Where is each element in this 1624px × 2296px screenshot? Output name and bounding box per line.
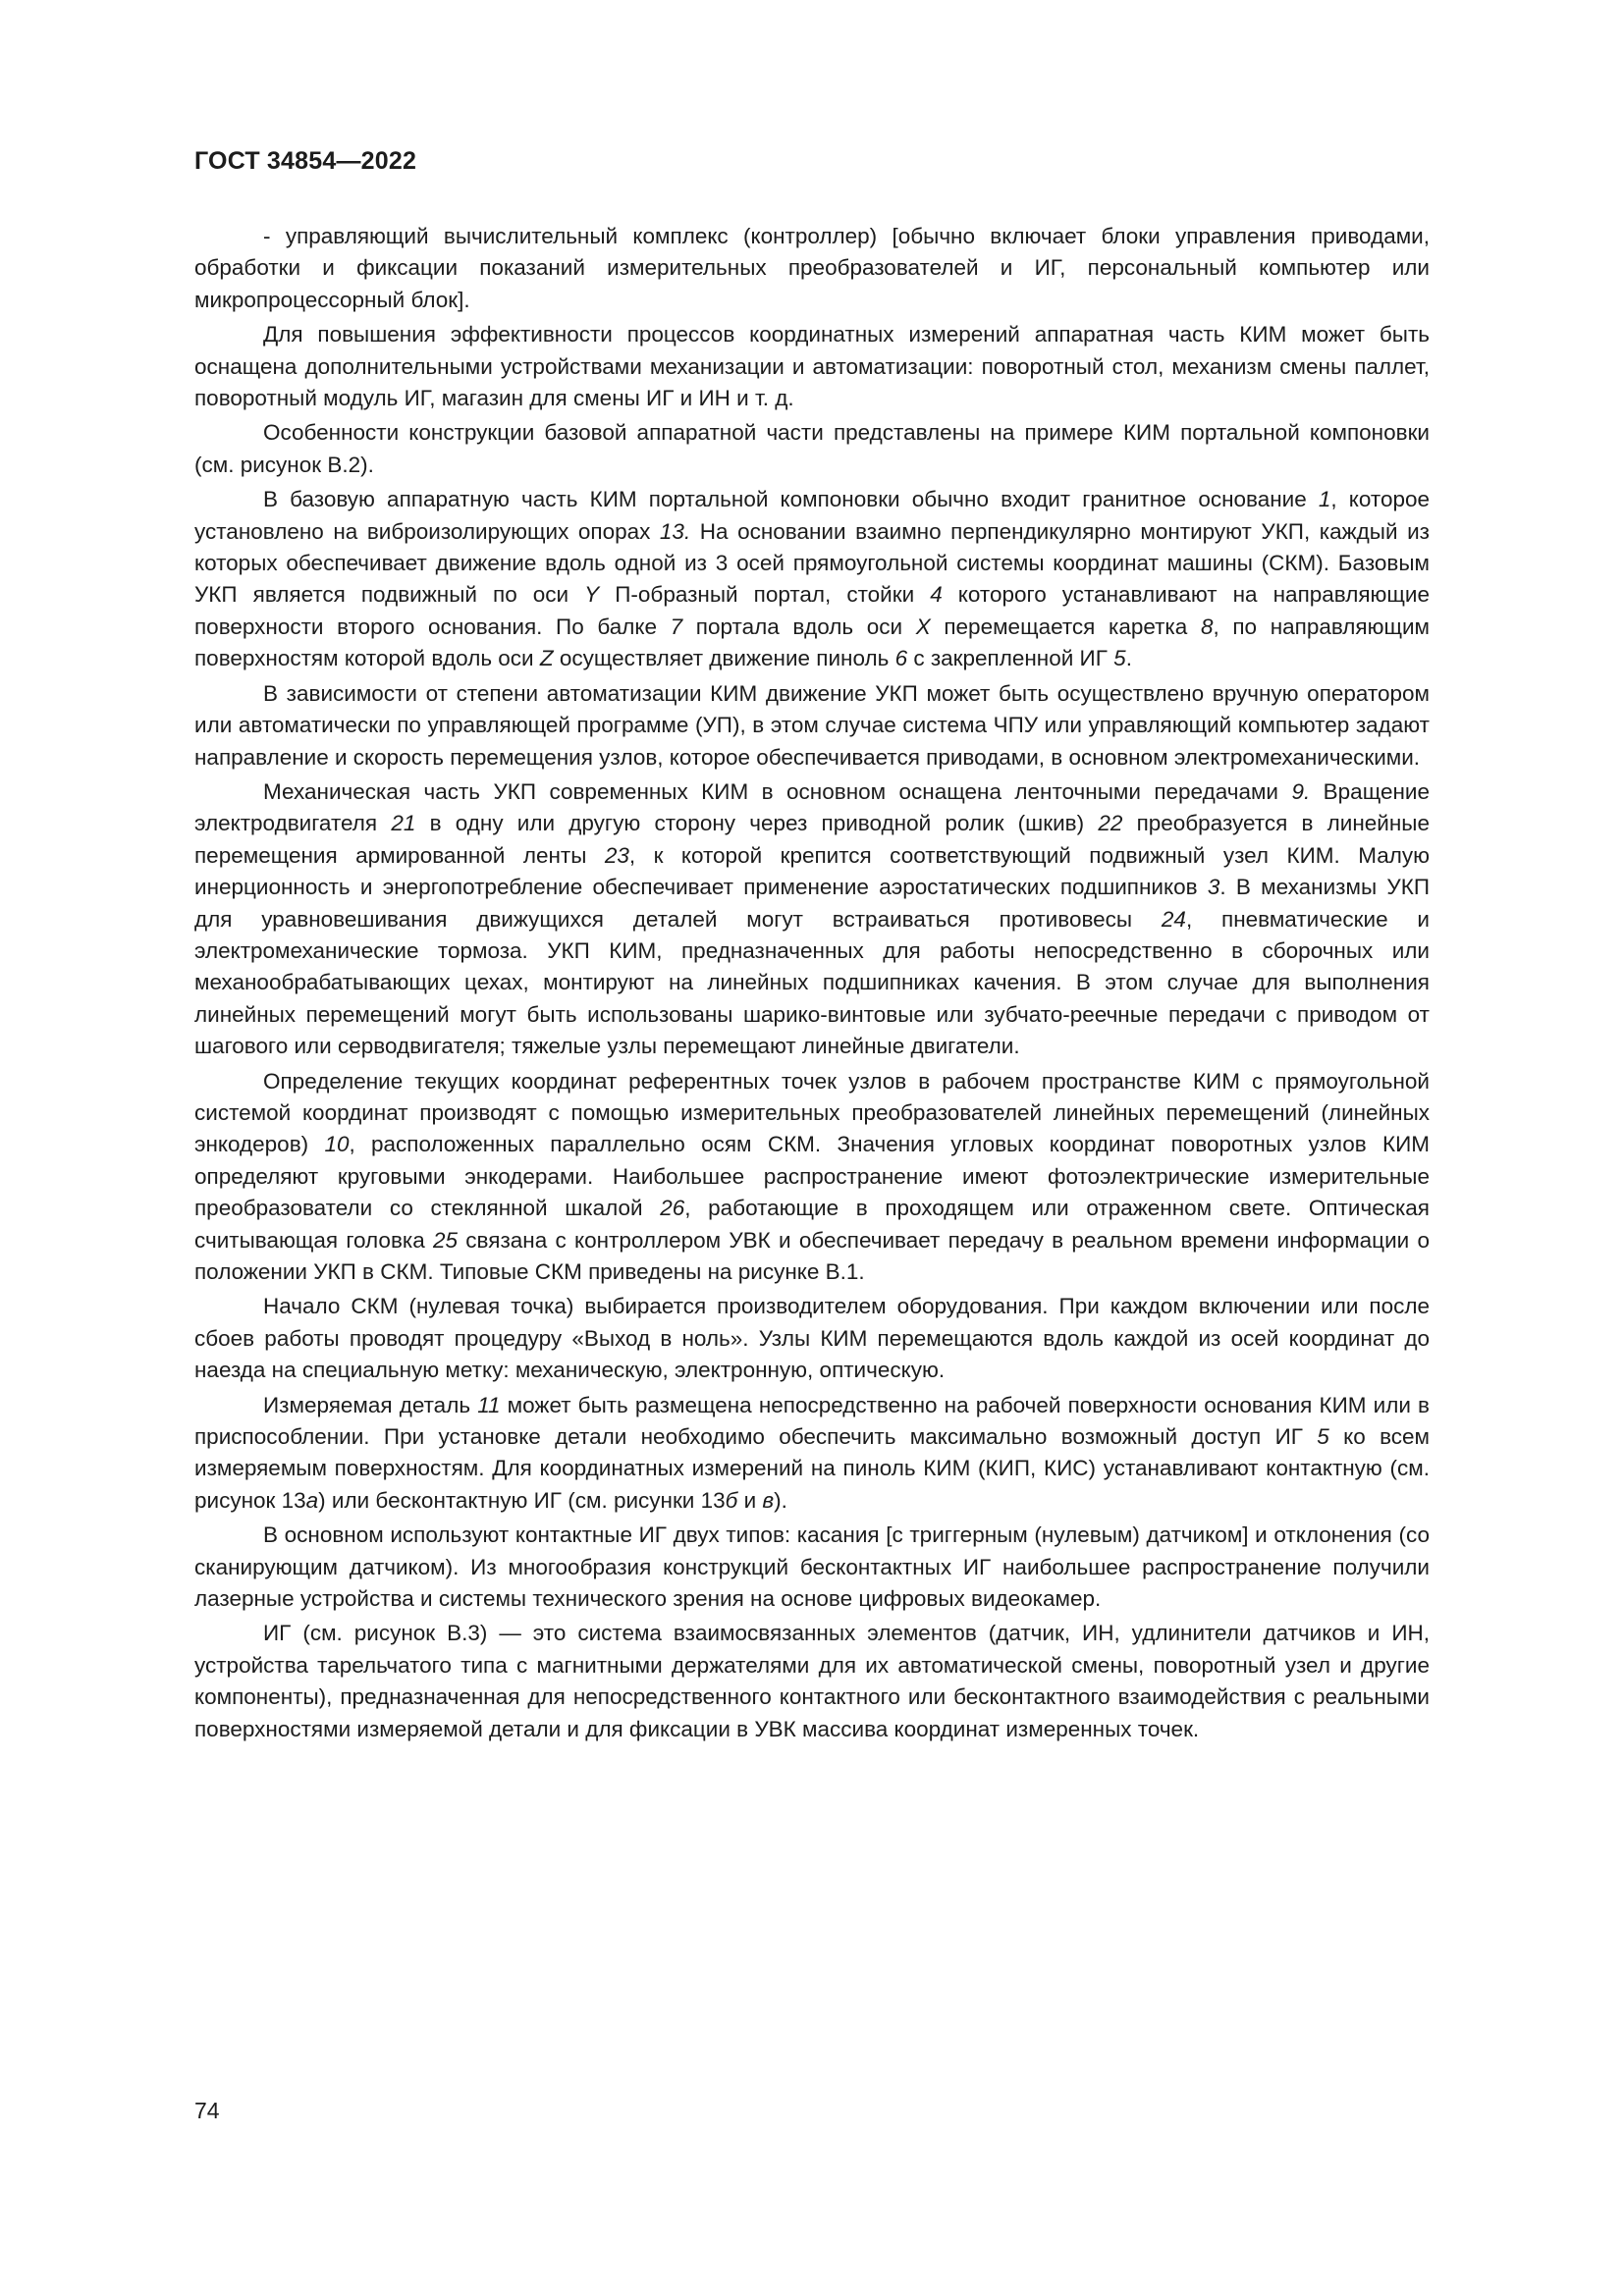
text-run: и xyxy=(737,1487,763,1513)
italic-reference: 23 xyxy=(604,842,629,868)
paragraph xyxy=(194,1618,1430,1745)
paragraph xyxy=(194,417,1430,481)
page-number: 74 xyxy=(194,2098,220,2123)
text-run: связана с контроллером УВК и обеспечивает передачу в реальном времени информации о положении УКП в СКМ. Типовые СКМ приведены на рисунке В.1. xyxy=(194,1227,1430,1284)
text-run: Для повышения эффективности процессов координатных измерений аппаратная часть КИМ может быть оснащена дополнительными устройствами механизации и автоматизации: поворотный стол, механизм смены паллет, поворотный модуль ИГ, магазин для смены ИГ и ИН и т. д. xyxy=(194,322,1430,411)
text-run: которого устанавливают на направляющие поверхности второго основания. По балке xyxy=(194,582,1431,639)
paragraph xyxy=(194,319,1430,414)
italic-reference: Y xyxy=(584,582,600,608)
text-run: ИГ (см. рисунок В.3) — это система взаимосвязанных элементов (датчик, ИН, удлинители датчиков и ИН, устройства тарельчатого типа с магнитными держателями для их автоматической смены, поворотный узел и другие компоненты), предназначенная для непосредственного контактного или бесконтактного взаимодействия с реальными поверхностями измеряемой детали и для фиксации в УВК массива координат измеренных точек. xyxy=(194,1621,1430,1741)
italic-reference: 5 xyxy=(1317,1424,1329,1450)
text-run: ) или бесконтактную ИГ (см. рисунки 13 xyxy=(318,1487,726,1513)
italic-reference: 25 xyxy=(433,1227,459,1253)
text-run: перемещается каретка xyxy=(930,614,1201,639)
text-run: На основании взаимно перпендикулярно монтируют УКП, каждый из которых обеспечивает движение вдоль одной из 3 осей прямоугольной системы координат машины (СКМ). Базовым УКП является подвижный по оси xyxy=(194,518,1430,608)
text-run: , расположенных параллельно осям СКМ. Значения угловых координат поворотных узлов КИМ определяют круговыми энкодерами. Наибольшее распространение имеют фотоэлектрические измерительные преобразователи со стеклянной шкалой xyxy=(194,1132,1430,1221)
italic-reference: 4 xyxy=(930,582,943,608)
text-run: , работающие в проходящем или отраженном свете. Оптическая считывающая головка xyxy=(194,1196,1430,1253)
italic-reference: Z xyxy=(539,646,554,671)
italic-reference: 7 xyxy=(670,614,683,639)
paragraph xyxy=(194,678,1430,774)
italic-reference: 6 xyxy=(894,646,908,671)
paragraph xyxy=(194,1520,1430,1615)
text-run: портала вдоль оси xyxy=(682,614,916,639)
italic-reference: 1 xyxy=(1318,487,1331,512)
text-run: может быть размещена непосредственно на рабочей поверхности основания КИМ или в приспособлении. При установке детали необходимо обеспечить максимально возможный доступ ИГ xyxy=(194,1392,1430,1450)
italic-reference: 22 xyxy=(1098,811,1123,836)
italic-reference: X xyxy=(915,614,931,639)
paragraph xyxy=(194,221,1430,316)
paragraph xyxy=(194,1291,1430,1386)
text-run: П-образный портал, стойки xyxy=(599,582,931,608)
text-run: ко всем измеряемым поверхностям. Для координатных измерений на пиноль КИМ (КИП, КИС) устанавливают контактную (см. рисунок 13 xyxy=(194,1424,1430,1513)
italic-reference: 21 xyxy=(391,811,416,836)
italic-reference: б xyxy=(725,1487,738,1513)
text-run: . В механизмы УКП для уравновешивания движущихся деталей могут встраиваться противовесы xyxy=(194,875,1430,932)
italic-reference: 24 xyxy=(1161,906,1186,932)
text-run: , пневматические и электромеханические тормоза. УКП КИМ, предназначенных для работы непосредственно в сборочных или механообрабатывающих цехах, монтируют на линейных подшипниках качения. В этом случае для выполнения линейных перемещений могут быть использованы шарико-винтовые или зубчато-реечные передачи с приводом от шагового или серводвигателя; тяжелые узлы перемещают линейные двигатели. xyxy=(194,906,1430,1059)
text-run: ). xyxy=(774,1487,787,1513)
text-run: осуществляет движение пиноль xyxy=(553,646,895,671)
text-run: , к которой крепится соответствующий подвижный узел КИМ. Малую инерционность и энергопотребление обеспечивает применение аэростатических подшипников xyxy=(194,842,1430,900)
text-run: Механическая часть УКП современных КИМ в основном оснащена ленточными передачами xyxy=(263,778,1292,804)
text-run: Вращение электродвигателя xyxy=(194,778,1430,836)
text-run: в одну или другую сторону через приводной ролик (шкив) xyxy=(415,811,1099,836)
italic-reference: 10 xyxy=(324,1132,350,1157)
text-run: Особенности конструкции базовой аппаратной части представлены на примере КИМ портальной компоновки (см. рисунок В.2). xyxy=(194,420,1430,477)
italic-reference: 3 xyxy=(1207,875,1220,900)
italic-reference: а xyxy=(305,1487,319,1513)
text-run: В зависимости от степени автоматизации КИМ движение УКП может быть осуществлено вручную оператором или автоматически по управляющей программе (УП), в этом случае система ЧПУ или управляющий компьютер задают направление и скорость перемещения узлов, которое обеспечивается приводами, в основном электромеханическими. xyxy=(194,680,1430,770)
text-run: Измеряемая деталь xyxy=(263,1392,478,1417)
text-run: В основном используют контактные ИГ двух типов: касания [с триггерным (нулевым) датчиком] и отклонения (со сканирующим датчиком). Из многообразия конструкций бесконтактных ИГ наибольшее распространение получили лазерные устройства и системы технического зрения на основе цифровых видеокамер. xyxy=(194,1522,1430,1612)
document-header: ГОСТ 34854—2022 xyxy=(194,147,417,175)
italic-reference: 8 xyxy=(1200,614,1214,639)
italic-reference: 13. xyxy=(659,518,691,544)
paragraph xyxy=(194,776,1430,1063)
text-run: , которое установлено на виброизолирующих опорах xyxy=(194,487,1430,544)
text-run: Начало СКМ (нулевая точка) выбирается производителем оборудования. При каждом включении или после сбоев работы проводят процедуру «Выход в ноль». Узлы КИМ перемещаются вдоль каждой из осей координат до наезда на специальную метку: механическую, электронную, оптическую. xyxy=(194,1294,1430,1383)
document-body xyxy=(194,221,1430,1748)
text-run: , по направляющим поверхностям которой вдоль оси xyxy=(194,614,1431,671)
text-run: преобразуется в линейные перемещения армированной ленты xyxy=(194,811,1430,868)
text-run: - управляющий вычислительный комплекс (контроллер) [обычно включает блоки управления приводами, обработки и фиксации показаний измерительных преобразователей и ИГ, персональный компьютер или микропроцессорный блок]. xyxy=(194,224,1430,312)
text-run: . xyxy=(1125,646,1132,671)
paragraph xyxy=(194,1066,1430,1289)
italic-reference: 9. xyxy=(1291,778,1311,804)
italic-reference: в xyxy=(762,1487,775,1513)
paragraph xyxy=(194,484,1430,674)
italic-reference: 11 xyxy=(477,1392,501,1417)
text-run: Определение текущих координат референтных точек узлов в рабочем пространстве КИМ с прямоугольной системой координат производят с помощью измерительных преобразователей линейных перемещений (линейных энкодеров) xyxy=(194,1068,1430,1157)
italic-reference: 5 xyxy=(1113,646,1126,671)
text-run: В базовую аппаратную часть КИМ портальной компоновки обычно входит гранитное основание xyxy=(263,487,1319,512)
italic-reference: 26 xyxy=(660,1196,685,1221)
text-run: с закрепленной ИГ xyxy=(907,646,1114,671)
paragraph xyxy=(194,1390,1430,1518)
